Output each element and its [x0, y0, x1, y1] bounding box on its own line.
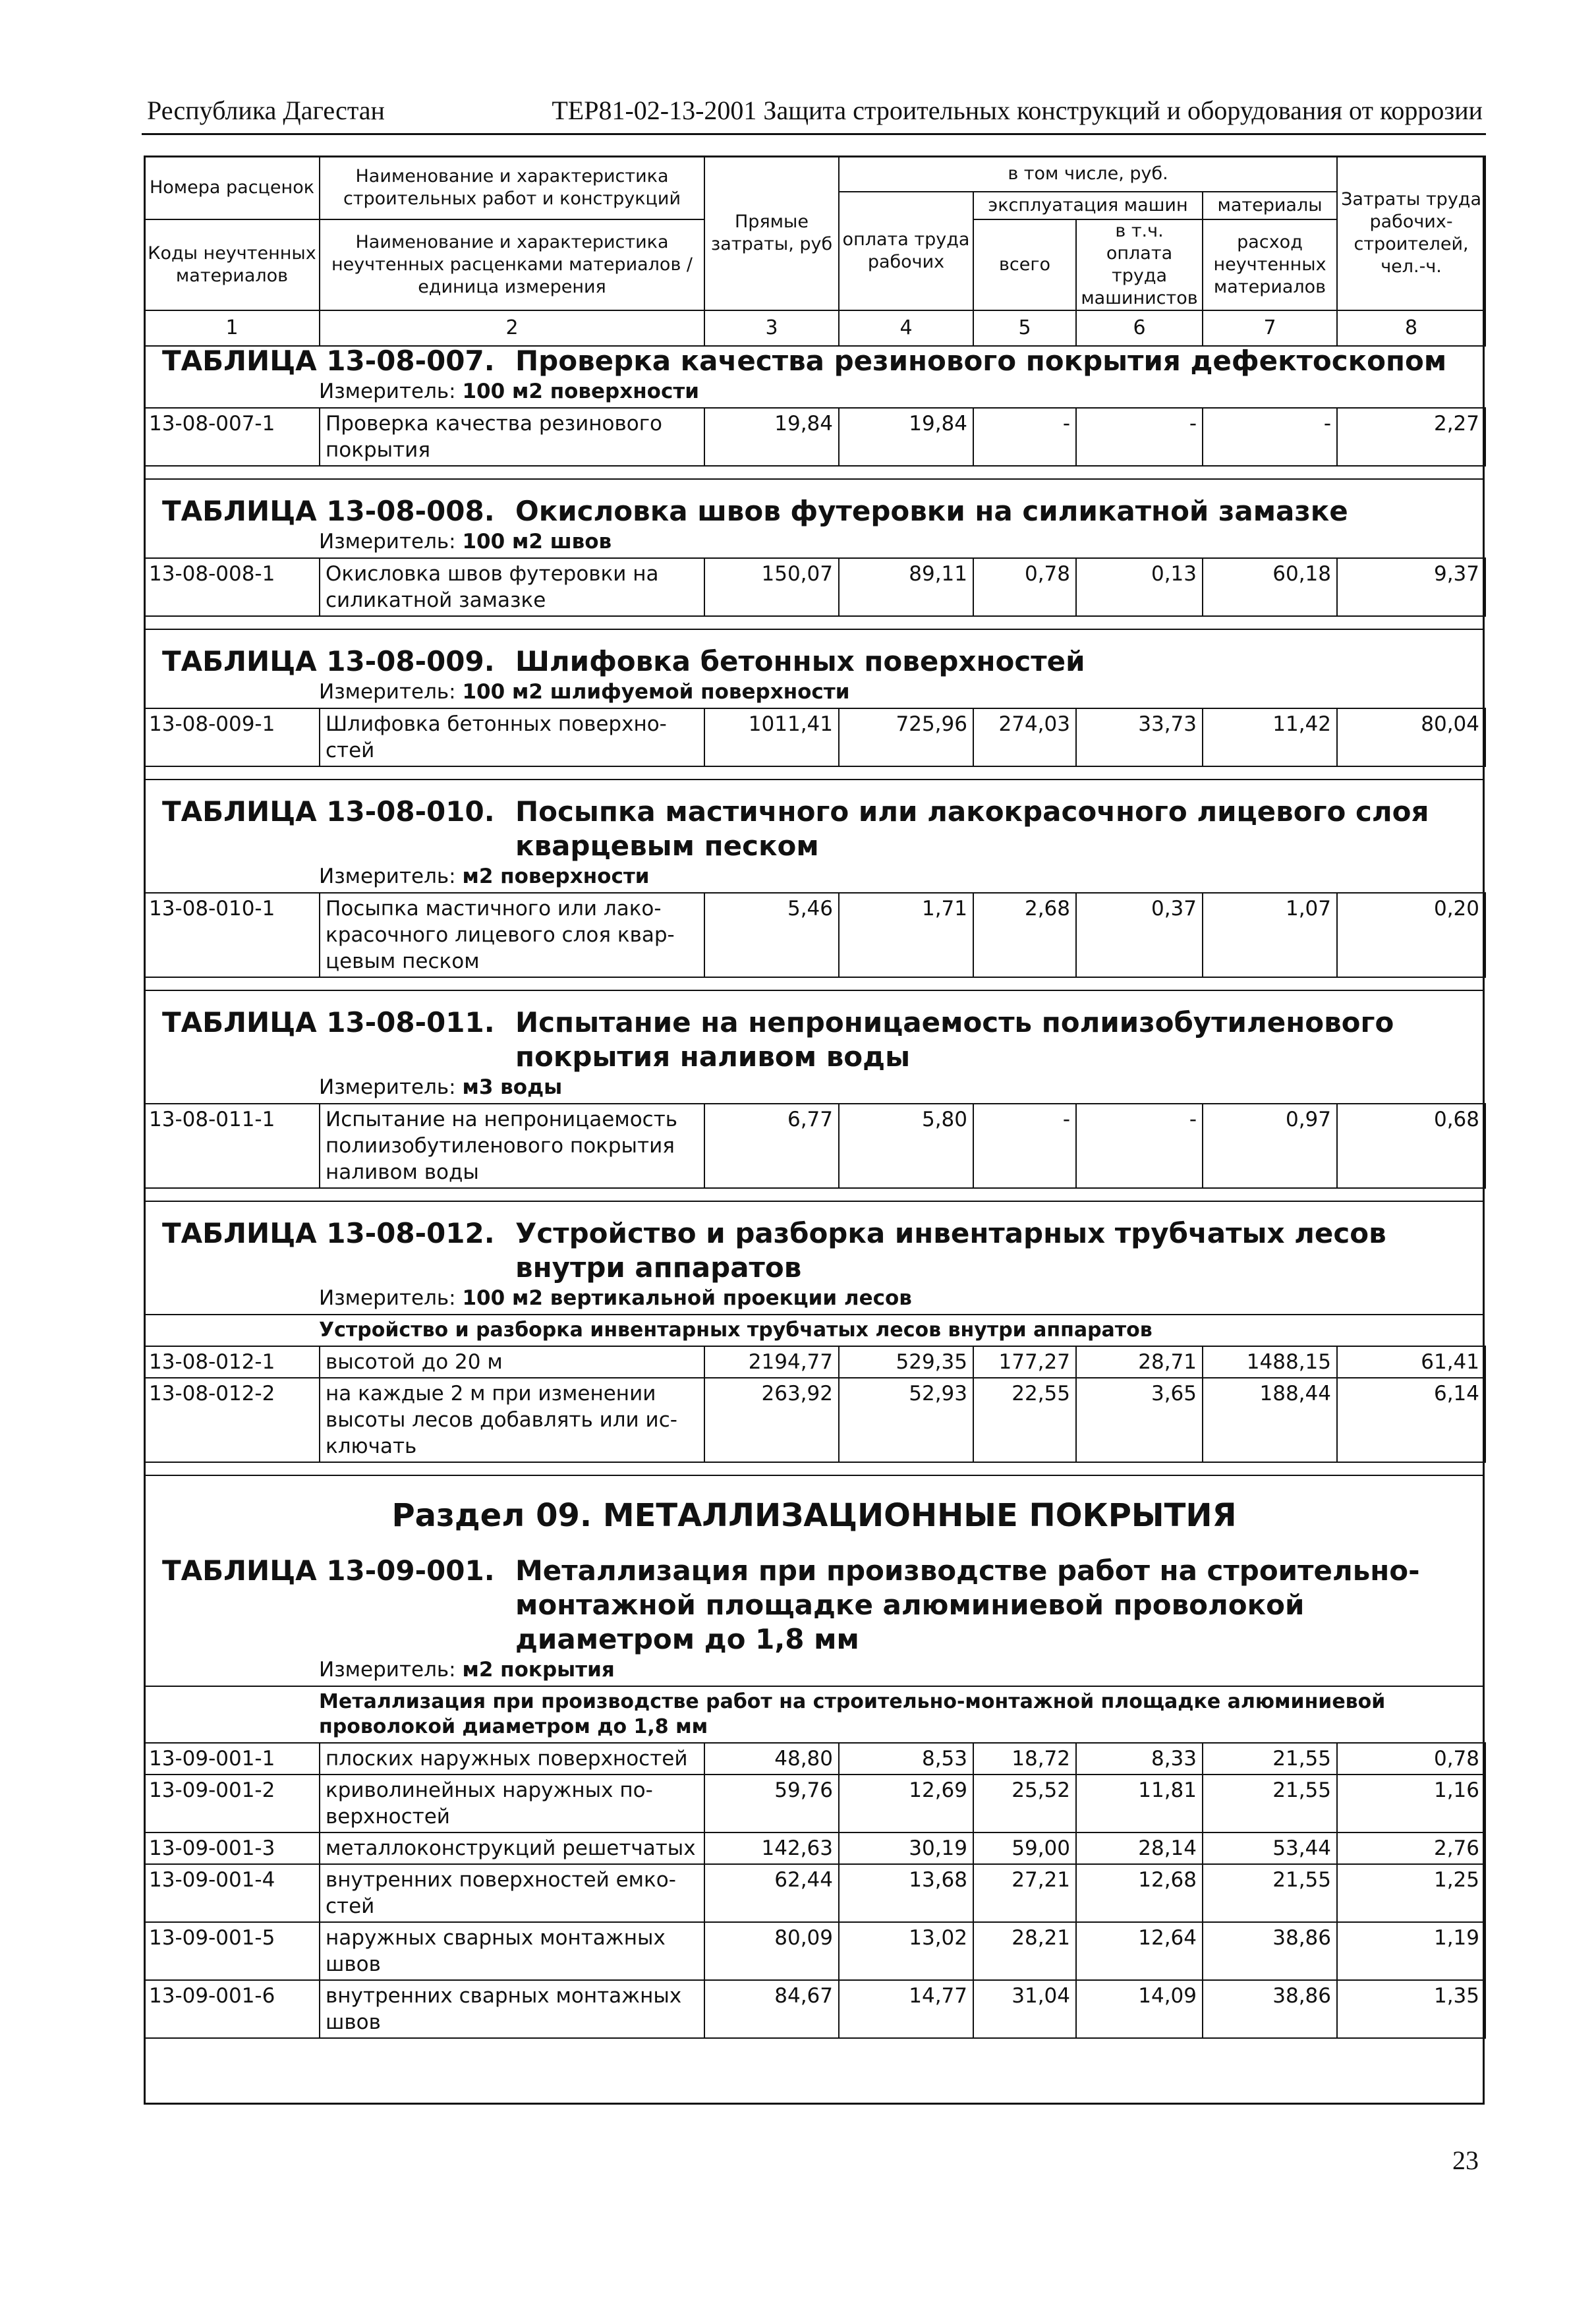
rate-code: 13-08-009-1	[144, 708, 320, 766]
rate-code: 13-09-001-5	[144, 1922, 320, 1980]
rate-value: 188,44	[1203, 1378, 1337, 1462]
rate-description: плоских наружных поверхностей	[320, 1743, 704, 1775]
meter-label: Измеритель:	[319, 680, 456, 704]
rate-description: высотой до 20 м	[320, 1346, 704, 1378]
header-document-title: ТЕР81-02-13-2001 Защита строительных конструкций и оборудования от коррозии	[552, 96, 1483, 125]
rate-value: 48,80	[704, 1743, 839, 1775]
rate-code: 13-08-008-1	[144, 558, 320, 616]
rate-description: наружных сварных монтажных швов	[320, 1922, 704, 1980]
rate-value: 2,76	[1337, 1832, 1485, 1864]
rate-value: 19,84	[704, 408, 839, 466]
table-name: Испытание на непроницаемость полиизобутиленового покрытия наливом воды	[515, 1006, 1394, 1073]
meter-label: Измеритель:	[319, 865, 456, 888]
rate-value: 13,02	[839, 1922, 973, 1980]
col-name-top: Наименование и характеристика строительных работ и конструкций	[320, 156, 704, 219]
meter-label: Измеритель:	[319, 1658, 456, 1682]
rate-value: 38,86	[1203, 1980, 1337, 2038]
rate-value: 5,80	[839, 1104, 973, 1188]
col-num-2: 2	[320, 310, 704, 346]
col-num-4: 4	[839, 310, 973, 346]
rate-value: 33,73	[1076, 708, 1203, 766]
rate-value: 28,21	[973, 1922, 1076, 1980]
rate-value: 6,77	[704, 1104, 839, 1188]
col-direct-costs: Прямые затраты, руб	[704, 156, 839, 310]
rate-description: Посыпка мастичного или лако-красочного лицевого слоя квар-цевым песком	[320, 893, 704, 977]
rate-value: -	[973, 1104, 1076, 1188]
rate-value: 27,21	[973, 1864, 1076, 1922]
rate-code: 13-08-011-1	[144, 1104, 320, 1188]
section-title: Раздел 09. МЕТАЛЛИЗАЦИОННЫЕ ПОКРЫТИЯ	[144, 1475, 1485, 1542]
rate-description: на каждые 2 м при изменении высоты лесов добавлять или ис-ключать	[320, 1378, 704, 1462]
rate-value: 2194,77	[704, 1346, 839, 1378]
rate-code: 13-08-010-1	[144, 893, 320, 977]
rate-value: 80,04	[1337, 708, 1485, 766]
table-name: Проверка качества резинового покрытия дефектоскопом	[515, 345, 1447, 377]
rate-value: 0,68	[1337, 1104, 1485, 1188]
table-code: ТАБЛИЦА 13-08-011.	[162, 1006, 495, 1038]
rate-value: 0,37	[1076, 893, 1203, 977]
rate-value: 8,33	[1076, 1743, 1203, 1775]
rate-value: 0,13	[1076, 558, 1203, 616]
rate-value: 725,96	[839, 708, 973, 766]
rate-value: 28,14	[1076, 1832, 1203, 1864]
rate-value: 1,16	[1337, 1775, 1485, 1832]
rate-value: 150,07	[704, 558, 839, 616]
table-code: ТАБЛИЦА 13-08-008.	[162, 495, 495, 527]
rate-value: 1011,41	[704, 708, 839, 766]
rate-value: -	[1076, 1104, 1203, 1188]
rate-code: 13-09-001-4	[144, 1864, 320, 1922]
rate-value: 2,68	[973, 893, 1076, 977]
rate-value: 12,64	[1076, 1922, 1203, 1980]
rate-value: 3,65	[1076, 1378, 1203, 1462]
rate-value: 5,46	[704, 893, 839, 977]
rate-value: 2,27	[1337, 408, 1485, 466]
rate-description: Окисловка швов футеровки на силикатной замазке	[320, 558, 704, 616]
rate-value: 14,09	[1076, 1980, 1203, 2038]
rate-description: внутренних поверхностей емко-стей	[320, 1864, 704, 1922]
table-code: ТАБЛИЦА 13-08-009.	[162, 645, 495, 677]
rate-value: 21,55	[1203, 1775, 1337, 1832]
rate-value: 11,81	[1076, 1775, 1203, 1832]
rate-value: 0,97	[1203, 1104, 1337, 1188]
rate-value: 8,53	[839, 1743, 973, 1775]
meter-value: 100 м2 шлифуемой поверхности	[462, 680, 850, 704]
table-code: ТАБЛИЦА 13-08-010.	[162, 795, 495, 828]
rate-description: Испытание на непроницаемость полиизобутиленового покрытия наливом воды	[320, 1104, 704, 1188]
table-code: ТАБЛИЦА 13-09-001.	[162, 1554, 495, 1587]
meter-value: 100 м2 поверхности	[462, 380, 700, 403]
rate-value: 25,52	[973, 1775, 1076, 1832]
table-frame	[144, 156, 1485, 2105]
meter-label: Измеритель:	[319, 1075, 456, 1099]
rate-description: Проверка качества резинового покрытия	[320, 408, 704, 466]
rate-value: 28,71	[1076, 1346, 1203, 1378]
col-name-bottom: Наименование и характеристика неучтенных расценками материалов / единица измерения	[320, 219, 704, 310]
col-num-1: 1	[144, 310, 320, 346]
rate-code: 13-08-012-2	[144, 1378, 320, 1462]
rate-description: криволинейных наружных по-верхностей	[320, 1775, 704, 1832]
page-header	[142, 91, 1483, 130]
table-code: ТАБЛИЦА 13-08-007.	[162, 345, 495, 377]
rate-value: 62,44	[704, 1864, 839, 1922]
header-rule	[142, 133, 1486, 135]
rate-value: 1488,15	[1203, 1346, 1337, 1378]
rate-value: 177,27	[973, 1346, 1076, 1378]
rate-value: 0,20	[1337, 893, 1485, 977]
col-num-6: 6	[1076, 310, 1203, 346]
rate-description: металлоконструкций решетчатых	[320, 1832, 704, 1864]
rate-code: 13-09-001-2	[144, 1775, 320, 1832]
rate-value: 19,84	[839, 408, 973, 466]
col-machines-group: эксплуатация машин	[973, 192, 1203, 219]
rate-value: 53,44	[1203, 1832, 1337, 1864]
rate-value: -	[1203, 408, 1337, 466]
page-number: 23	[1452, 2145, 1479, 2175]
col-labor: Затраты труда рабочих-строителей, чел.-ч.	[1337, 156, 1485, 310]
col-codes-top: Номера расценок	[144, 156, 320, 219]
rate-value: 6,14	[1337, 1378, 1485, 1462]
rate-value: 0,78	[973, 558, 1076, 616]
rate-value: 31,04	[973, 1980, 1076, 2038]
col-wages: оплата труда рабочих	[839, 192, 973, 310]
rate-value: 59,00	[973, 1832, 1076, 1864]
rate-value: 61,41	[1337, 1346, 1485, 1378]
table-name: Посыпка мастичного или лакокрасочного лицевого слоя кварцевым песком	[515, 795, 1429, 862]
table-code: ТАБЛИЦА 13-08-012.	[162, 1217, 495, 1249]
rate-value: 1,35	[1337, 1980, 1485, 2038]
meter-label: Измеритель:	[319, 380, 456, 403]
rate-value: -	[973, 408, 1076, 466]
table-name: Окисловка швов футеровки на силикатной замазке	[515, 495, 1348, 527]
rate-value: 274,03	[973, 708, 1076, 766]
rate-value: 59,76	[704, 1775, 839, 1832]
rate-value: 18,72	[973, 1743, 1076, 1775]
rate-value: 30,19	[839, 1832, 973, 1864]
meter-value: м3 воды	[462, 1075, 563, 1099]
col-machinist-wages: в т.ч. оплата труда машинистов	[1076, 219, 1203, 310]
table-name: Металлизация при производстве работ на строительно-монтажной площадке алюминиевой проволокой диаметром до 1,8 мм	[515, 1554, 1420, 1655]
col-materials-consumption: расход неучтенных материалов	[1203, 219, 1337, 310]
rate-value: -	[1076, 408, 1203, 466]
col-including-group: в том числе, руб.	[839, 156, 1337, 192]
meter-value: м2 поверхности	[462, 865, 650, 888]
col-num-3: 3	[704, 310, 839, 346]
rate-code: 13-09-001-1	[144, 1743, 320, 1775]
rate-value: 1,71	[839, 893, 973, 977]
rate-value: 80,09	[704, 1922, 839, 1980]
meter-value: 100 м2 швов	[462, 530, 612, 554]
table-name: Устройство и разборка инвентарных трубчатых лесов внутри аппаратов	[515, 1217, 1386, 1284]
rate-description: Шлифовка бетонных поверхно-стей	[320, 708, 704, 766]
rate-value: 21,55	[1203, 1864, 1337, 1922]
col-num-8: 8	[1337, 310, 1485, 346]
rate-value: 38,86	[1203, 1922, 1337, 1980]
rate-value: 1,25	[1337, 1864, 1485, 1922]
meter-label: Измеритель:	[319, 1286, 456, 1310]
rate-value: 263,92	[704, 1378, 839, 1462]
col-num-7: 7	[1203, 310, 1337, 346]
rate-value: 142,63	[704, 1832, 839, 1864]
rate-code: 13-09-001-3	[144, 1832, 320, 1864]
rate-value: 89,11	[839, 558, 973, 616]
rate-code: 13-09-001-6	[144, 1980, 320, 2038]
rate-value: 1,19	[1337, 1922, 1485, 1980]
rate-value: 0,78	[1337, 1743, 1485, 1775]
rate-value: 1,07	[1203, 893, 1337, 977]
rate-value: 11,42	[1203, 708, 1337, 766]
col-machines-total: всего	[973, 219, 1076, 310]
meter-value: м2 покрытия	[462, 1658, 615, 1682]
col-materials-group: материалы	[1203, 192, 1337, 219]
meter-value: 100 м2 вертикальной проекции лесов	[462, 1286, 912, 1310]
rate-value: 9,37	[1337, 558, 1485, 616]
rate-value: 12,69	[839, 1775, 973, 1832]
rate-value: 13,68	[839, 1864, 973, 1922]
rate-value: 84,67	[704, 1980, 839, 2038]
rate-value: 21,55	[1203, 1743, 1337, 1775]
header-region: Республика Дагестан	[147, 96, 385, 125]
col-codes-bottom: Коды неучтенных материалов	[144, 219, 320, 310]
rate-code: 13-08-012-1	[144, 1346, 320, 1378]
rate-value: 12,68	[1076, 1864, 1203, 1922]
rate-description: внутренних сварных монтажных швов	[320, 1980, 704, 2038]
table-subheading: Металлизация при производстве работ на строительно-монтажной площадке алюминиевой проволокой диаметром до 1,8 мм	[144, 1686, 1485, 1742]
table-name: Шлифовка бетонных поверхностей	[515, 645, 1085, 677]
rate-code: 13-08-007-1	[144, 408, 320, 466]
rate-value: 529,35	[839, 1346, 973, 1378]
meter-label: Измеритель:	[319, 530, 456, 554]
rate-value: 14,77	[839, 1980, 973, 2038]
col-num-5: 5	[973, 310, 1076, 346]
rate-value: 22,55	[973, 1378, 1076, 1462]
rate-value: 52,93	[839, 1378, 973, 1462]
rate-value: 60,18	[1203, 558, 1337, 616]
table-subheading: Устройство и разборка инвентарных трубчатых лесов внутри аппаратов	[144, 1314, 1485, 1346]
